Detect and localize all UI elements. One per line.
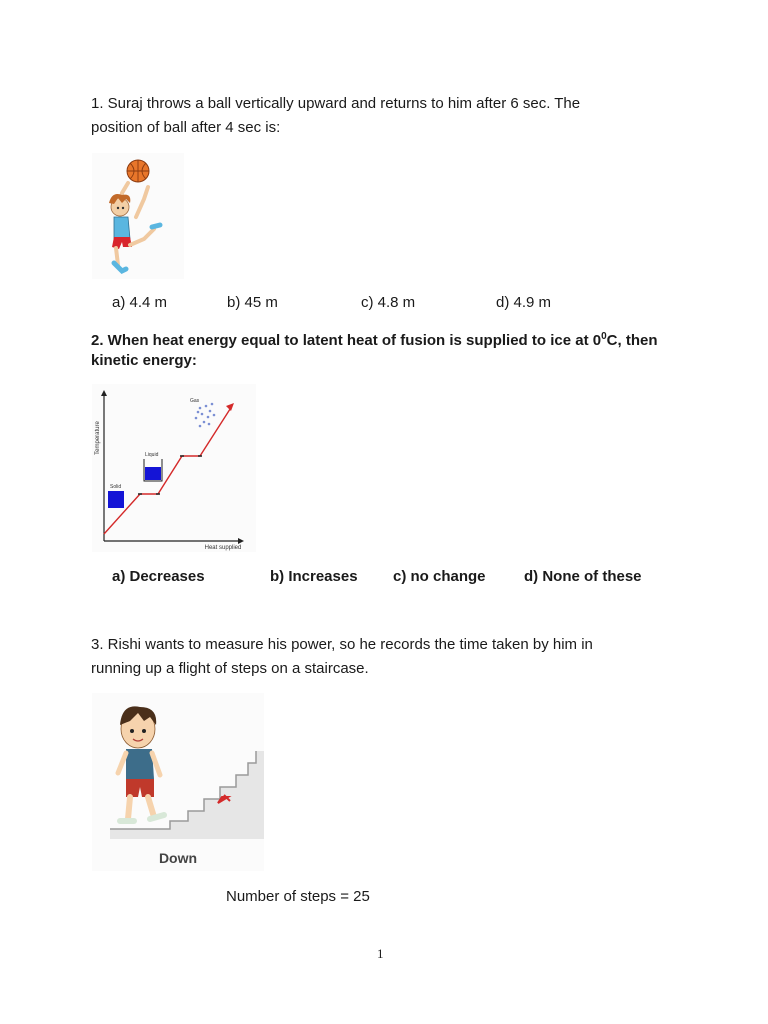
page-number: 1 xyxy=(377,946,384,961)
q3-text-line2: running up a flight of steps on a staircase. xyxy=(91,660,369,677)
figure-caption-down: Down xyxy=(158,850,198,866)
q2-text-line2: kinetic energy: xyxy=(91,352,197,369)
q1-option-b: b) 45 m xyxy=(227,294,278,311)
q1-option-a: a) 4.4 m xyxy=(112,294,168,311)
q2-option-d: d) None of these xyxy=(524,568,642,585)
q2-option-c: c) no change xyxy=(393,568,486,585)
heating-curve-diagram xyxy=(92,384,256,552)
q1-option-d: d) 4.9 m xyxy=(496,294,552,311)
q1-option-c: c) 4.8 m xyxy=(361,294,416,311)
solid-box-icon xyxy=(108,491,124,508)
steps-count-text: Number of steps = 25 xyxy=(226,888,370,905)
q3-text-line1: 3. Rishi wants to measure his power, so he records the time taken by him in xyxy=(91,636,593,653)
q2-text-line1: 2. When heat energy equal to latent heat of fusion is supplied to ice at $0^0C$, then xyxy=(91,331,658,349)
q1-text-line1: 1. Suraj throws a ball vertically upward and returns to him after 6 sec. The xyxy=(91,95,581,112)
y-axis-label: Temperature xyxy=(95,421,101,455)
q2-option-a: a) Decreases xyxy=(112,568,205,585)
x-axis-label: Heat supplied xyxy=(204,545,242,551)
q1-text-line2: position of ball after 4 sec is: xyxy=(91,119,281,136)
q2-option-b: b) Increases xyxy=(270,568,358,585)
liquid-label: Liquid xyxy=(145,452,159,458)
gas-label: Gas xyxy=(190,398,200,404)
solid-label: Solid xyxy=(110,484,122,490)
liquid-container-icon xyxy=(145,467,161,480)
staircase-boy-illustration xyxy=(92,693,264,871)
basketball-boy-illustration xyxy=(92,153,184,279)
